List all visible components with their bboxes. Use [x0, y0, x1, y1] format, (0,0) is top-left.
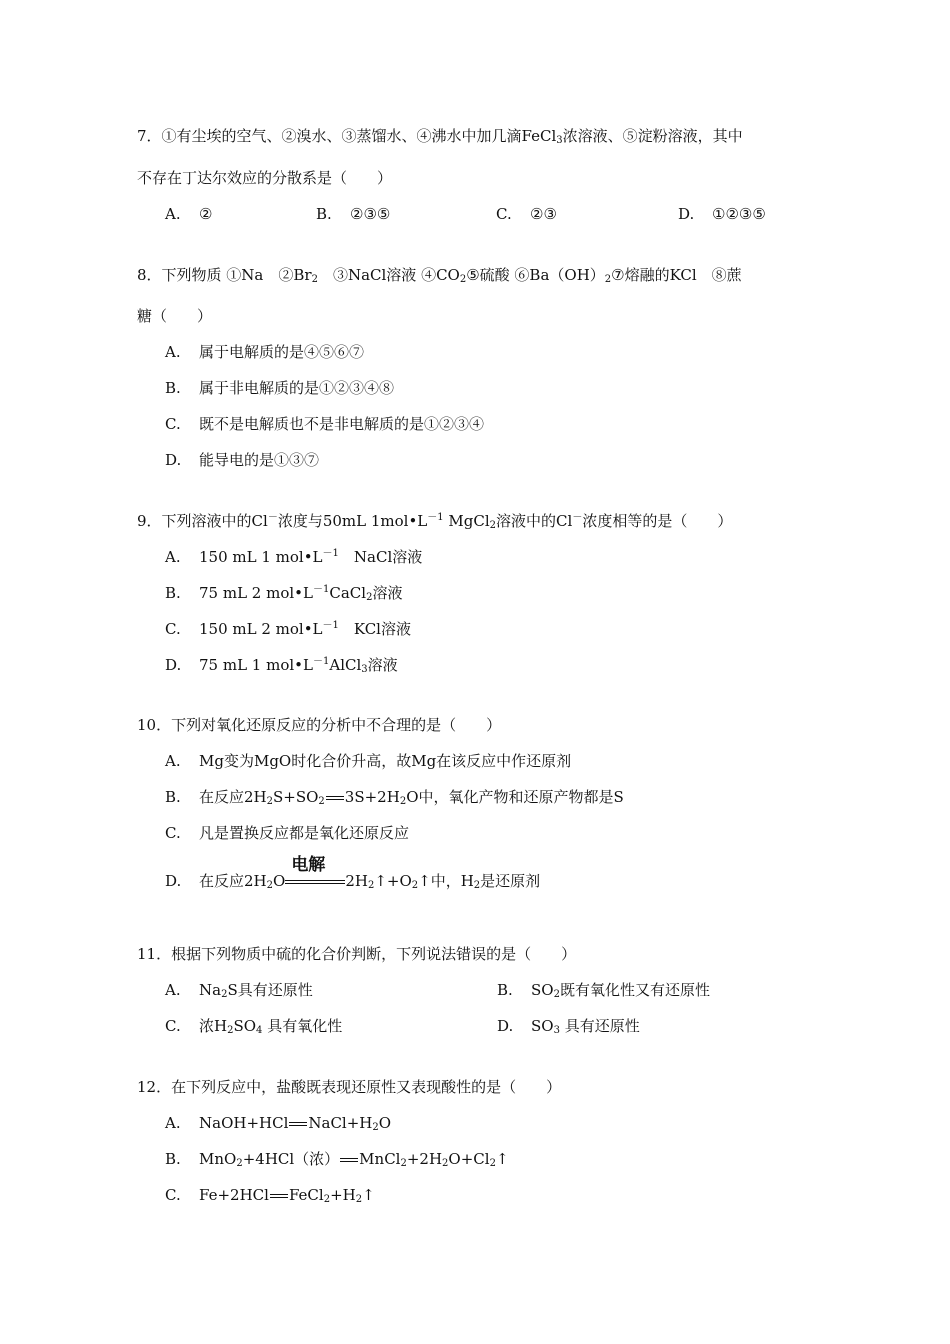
- equals-sign: [288, 1113, 308, 1133]
- q11-option-b: B. $SO_2$既有氧化性又有还原性: [497, 981, 710, 1000]
- q8-option-b: B. 属于非电解质的是①②③④⑧: [165, 379, 395, 397]
- q11-option-c: C. 浓$H_2SO_4$ 具有氧化性: [165, 1017, 343, 1036]
- q8-stem-line1: 8．下列物质 ①Na $②Br_2$ ③NaCl溶液 $④CO_2⑤$硫酸 $⑥Ba(OH)_2⑦$熔融的KCl ⑧蔗: [137, 266, 742, 285]
- q12-option-c: C. Fe+2HCl $FeCl_2+H_2↑$: [165, 1186, 375, 1205]
- q7-option-c: C. ②③: [496, 205, 557, 223]
- q10-option-d: D. 在反应$2H_2O$ 电解 $2H_2↑+O_2↑$中，$H_2$是还原剂: [165, 855, 541, 891]
- q9-option-a: A. 150 mL 1 $mol•L^{-1}$ NaCl溶液: [165, 548, 423, 566]
- equals-sign: [339, 1149, 359, 1169]
- q11-stem: 11．根据下列物质中硫的化合价判断，下列说法错误的是（ ）: [137, 945, 577, 963]
- q7-option-a: A. ②: [165, 205, 213, 223]
- q8-stem-line2: 糖（ ）: [137, 307, 213, 325]
- q11-option-a: A. $Na_2S$具有还原性: [165, 981, 313, 1000]
- q12-option-b: B. MnO$_2$+4HCl（浓） $MnCl_2+2H_2O+Cl_2↑$: [165, 1150, 509, 1169]
- q12-stem: 12．在下列反应中，盐酸既表现还原性又表现酸性的是（ ）: [137, 1078, 562, 1096]
- equals-sign: [325, 787, 345, 807]
- q9-option-d: D. 75 mL 1 $mol•L^{-1}AlCl_3$溶液: [165, 656, 398, 675]
- q8-option-a: A. 属于电解质的是④⑤⑥⑦: [165, 343, 365, 361]
- equals-sign: [269, 1185, 289, 1205]
- q9-option-c: C. 150 mL 2 $mol•L^{-1}$ KCl溶液: [165, 620, 411, 638]
- q9-stem: 9．下列溶液中的Cl－浓度与50mL $1mol•L^{-1}$ MgCl$_2$溶液中的Cl－浓度相等的是（ ）: [137, 512, 733, 531]
- q10-stem: 10．下列对氧化还原反应的分析中不合理的是（ ）: [137, 716, 502, 734]
- q9-option-b: B. 75 mL 2 $mol•L^{-1}CaCl_2$溶液: [165, 584, 403, 603]
- q8-option-c: C. 既不是电解质也不是非电解质的是①②③④: [165, 415, 485, 433]
- q10-option-a: A. Mg变为MgO时化合价升高，故Mg在该反应中作还原剂: [165, 752, 572, 770]
- q12-option-a: A. NaOH+HCl $NaCl+H_2O$: [165, 1114, 392, 1133]
- q11-option-d: D. $SO_3$ 具有还原性: [497, 1017, 640, 1036]
- q7-option-d: D. ①②③⑤: [678, 205, 766, 223]
- electrolysis-condition: 电解: [285, 871, 345, 891]
- q7-option-b: B. ②③⑤: [316, 205, 391, 223]
- q10-option-c: C. 凡是置换反应都是氧化还原反应: [165, 824, 410, 842]
- q7-stem-line1: 7．①有尘埃的空气、②溴水、③蒸馏水、④沸水中加几滴FeCl$_3$浓溶液、⑤淀粉溶液，其中: [137, 127, 743, 146]
- q7-stem-line2: 不存在丁达尔效应的分散系是（ ）: [137, 169, 393, 187]
- q10-option-b: B. 在反应$2H_2S+SO_2$ $3S+2H_2O$中，氧化产物和还原产物都是S: [165, 788, 624, 807]
- q8-option-d: D. 能导电的是①③⑦: [165, 451, 320, 469]
